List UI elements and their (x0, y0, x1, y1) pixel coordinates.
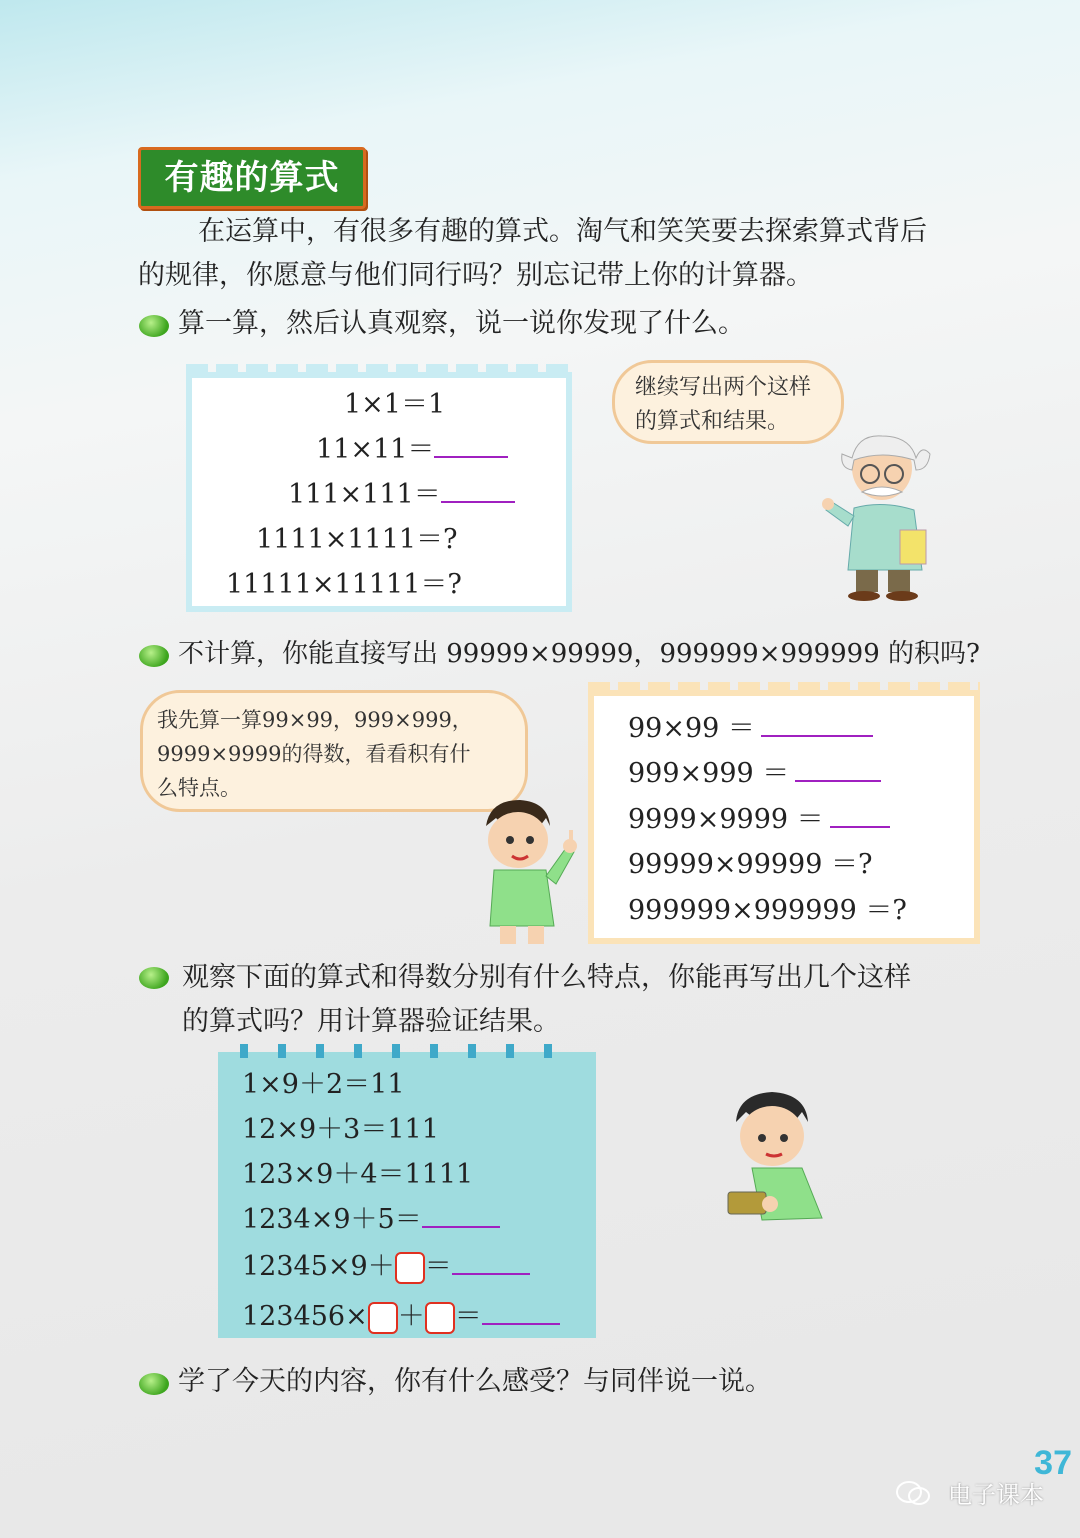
q2-eq-1: 99×99 ＝ (628, 706, 873, 752)
question-2-text: 不计算，你能直接写出 99999×99999，999999×999999 的积吗? (178, 639, 980, 669)
q2-eq-3: 9999×9999 ＝ (628, 797, 890, 843)
wechat-icon (896, 1480, 930, 1510)
intro-line-2: 的规律，你愿意与他们同行吗？别忘记带上你的计算器。 (138, 260, 813, 291)
bullet-icon (139, 315, 169, 337)
question-1-text: 算一算，然后认真观察，说一说你发现了什么。 (178, 308, 745, 339)
page-number: 37 (1034, 1444, 1072, 1482)
answer-blank[interactable] (761, 711, 873, 737)
q2-eq-4: 99999×99999 ＝? (628, 849, 873, 880)
answer-blank[interactable] (795, 756, 881, 782)
spiral-binding (240, 1044, 570, 1058)
answer-blank[interactable] (482, 1299, 560, 1325)
answer-box[interactable] (395, 1252, 425, 1284)
bullet-icon (139, 967, 169, 989)
bullet-icon (139, 645, 169, 667)
watermark-text: 电子课本 (948, 1481, 1044, 1509)
answer-box[interactable] (425, 1302, 455, 1334)
boy-pointing-illustration (470, 796, 590, 946)
answer-blank[interactable] (434, 432, 508, 458)
q3-eq-4: 1234×9＋5＝ (242, 1197, 500, 1243)
answer-blank[interactable] (422, 1202, 500, 1228)
section-title: 有趣的算式 (138, 147, 366, 209)
q3-eq-1: 1×9＋2＝11 (242, 1069, 405, 1100)
boy-speech-bubble: 我先算一算99×99，999×999， 9999×9999的得数，看看积有什 么特点。 (140, 690, 528, 812)
q2-eq-2: 999×999 ＝ (628, 751, 881, 797)
boy-calculator-illustration (722, 1088, 834, 1224)
answer-blank[interactable] (441, 477, 515, 503)
bullet-icon (139, 1373, 169, 1395)
q2-eq-5: 999999×999999 ＝? (628, 895, 907, 926)
q1-eq-3: 111×111＝ (288, 472, 515, 518)
q1-eq-2: 11×11＝ (316, 427, 508, 473)
answer-blank[interactable] (830, 802, 890, 828)
teacher-speech-bubble: 继续写出两个这样 的算式和结果。 (612, 360, 844, 444)
q3-eq-5: 12345×9＋ ＝ (242, 1244, 530, 1290)
question-4-text: 学了今天的内容，你有什么感受？与同伴说一说。 (178, 1366, 772, 1397)
notebook-binding (186, 364, 572, 378)
notebook-binding (588, 682, 980, 696)
q1-eq-1: 1×1＝1 (344, 389, 446, 420)
teacher-illustration (818, 430, 948, 602)
q3-eq-6: 123456× ＋ ＝ (242, 1294, 560, 1340)
intro-line-1: 在运算中，有很多有趣的算式。淘气和笑笑要去探索算式背后 (198, 216, 927, 247)
q1-eq-5: 11111×11111＝? (226, 569, 462, 600)
answer-box[interactable] (368, 1302, 398, 1334)
question-3-text: 观察下面的算式和得数分别有什么特点，你能再写出几个这样 的算式吗？用计算器验证结果。 (182, 962, 911, 1037)
q1-eq-4: 1111×1111＝? (256, 524, 458, 555)
q3-eq-2: 12×9＋3＝111 (242, 1114, 439, 1145)
answer-blank[interactable] (452, 1249, 530, 1275)
q3-eq-3: 123×9＋4＝1111 (242, 1159, 474, 1190)
